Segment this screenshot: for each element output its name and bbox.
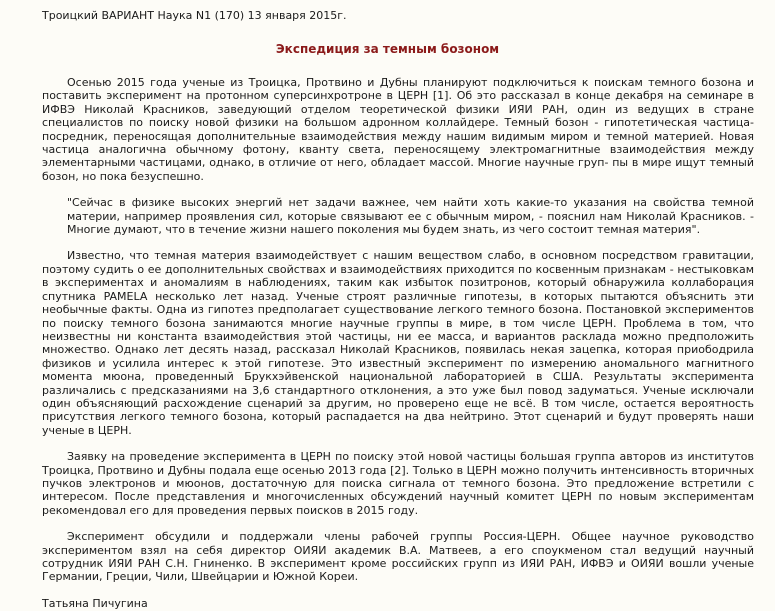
paragraph-1: Осенью 2015 года ученые из Троицка, Протвино и Дубны планируют подключиться к поискам темного бозона и поставить эксперимент на протонном суперсинхротроне в ЦЕРН [1]. Об это рассказал в конце декабря на семинаре в ИФВЭ Николай Красников, заведующий отделом теоретической физики ИЯИ РАН, один из ведущих в стране специалистов по поиску новой физики на большом адронном коллайдере. Темный бозон - гипотетическая частица-посредник, переносящая дополнительные взаимодействия между нашим видимым миром и темной материей. Новая частица аналогична обычному фотону, кванту света, переносящему электромагнитные взаимодействия между элементарными частицами, однако, в отличие от него, обладает массой. Многие научные груп- пы в мире ищут темный бозон, но пока безуспешно. <box>42 76 754 183</box>
publication-header: Троицкий ВАРИАНТ Наука N1 (170) 13 января 2015г. <box>42 9 347 22</box>
article-body <box>42 76 754 611</box>
paragraph-4: Заявку на проведение эксперимента в ЦЕРН по поиску этой новой частицы большая группа авторов из институтов Троицка, Протвино и Дубны подала еще осенью 2013 года [2]. Только в ЦЕРН можно получить интенсивность вторичных пучков электронов и мюонов, достаточную для поиска сигнала от темного бозона. Это предложение встретили с интересом. После представления и многочисленных обсуждений научный комитет ЦЕРН по новым экспериментам рекомендовал его для проведения первых поисков в 2015 году. <box>42 450 754 517</box>
paragraph-3: Известно, что темная материя взаимодействует с нашим веществом слабо, в основном посредством гравитации, поэтому судить о ее дополнительных свойствах и взаимодействиях приходится по косвенным признакам - нестыковкам в экспериментах и аномалиям в наблюдениях, таким как избыток позитронов, который обнаружила коллаборация спутника PAMELA несколько лет назад. Ученые строят различные гипотезы, в которых пытаются объяснить эти необычные факты. Одна из гипотез предполагает существование легкого темного бозона. Постановкой экспериментов по поиску темного бозона занимаются многие научные группы в мире, в том числе ЦЕРН. Проблема в том, что неизвестны ни константа взаимодействия этой частицы, ни ее масса, и вариантов расклада можно предположить множество. Однако лет десять назад, рассказал Николай Красников, появилась некая зацепка, которая приободрила физиков и усилила интерес к этой гипотезе. Это известный эксперимент по измерению аномального магнитного момента мюона, проведенный Брукхэйвенской национальной лабораторией в США. Результаты эксперимента различались с предсказаниями на 3,6 стандартного отклонения, а это уже был повод задуматься. Ученые исключали один объясняющий расхождение сценарий за другим, но проверено еще не всё. В том числе, остается вероятность присутствия легкого темного бозона, который распадается на два нейтрино. Этот сценарий и будут проверять наши ученые в ЦЕРН. <box>42 249 754 437</box>
author-signature: Татьяна Пичугина <box>42 596 148 610</box>
article-title: Экспедиция за темным бозоном <box>275 42 500 56</box>
paragraph-5: Эксперимент обсудили и поддержали члены рабочей группы Россия-ЦЕРН. Общее научное руководство экспериментом взял на себя директор ОИЯИ академик В.А. Матвеев, а его споукменом стал ведущий научный сотрудник ИЯИ РАН С.Н. Гниненко. В эксперимент кроме российских групп из ИЯИ РАН, ИФВЭ и ОИЯИ вошли ученые Германии, Греции, Чили, Швейцарии и Южной Кореи. <box>42 530 754 584</box>
quote-paragraph: "Сейчас в физике высоких энергий нет задачи важнее, чем найти хоть какие-то указания на свойства темной материи, например проявления сил, которые связывают ее с обычным миром, - пояснил нам Николай Красников. - Многие думают, что в течение жизни нашего поколения мы будем знать, из чего состоит темная материя". <box>67 196 754 237</box>
